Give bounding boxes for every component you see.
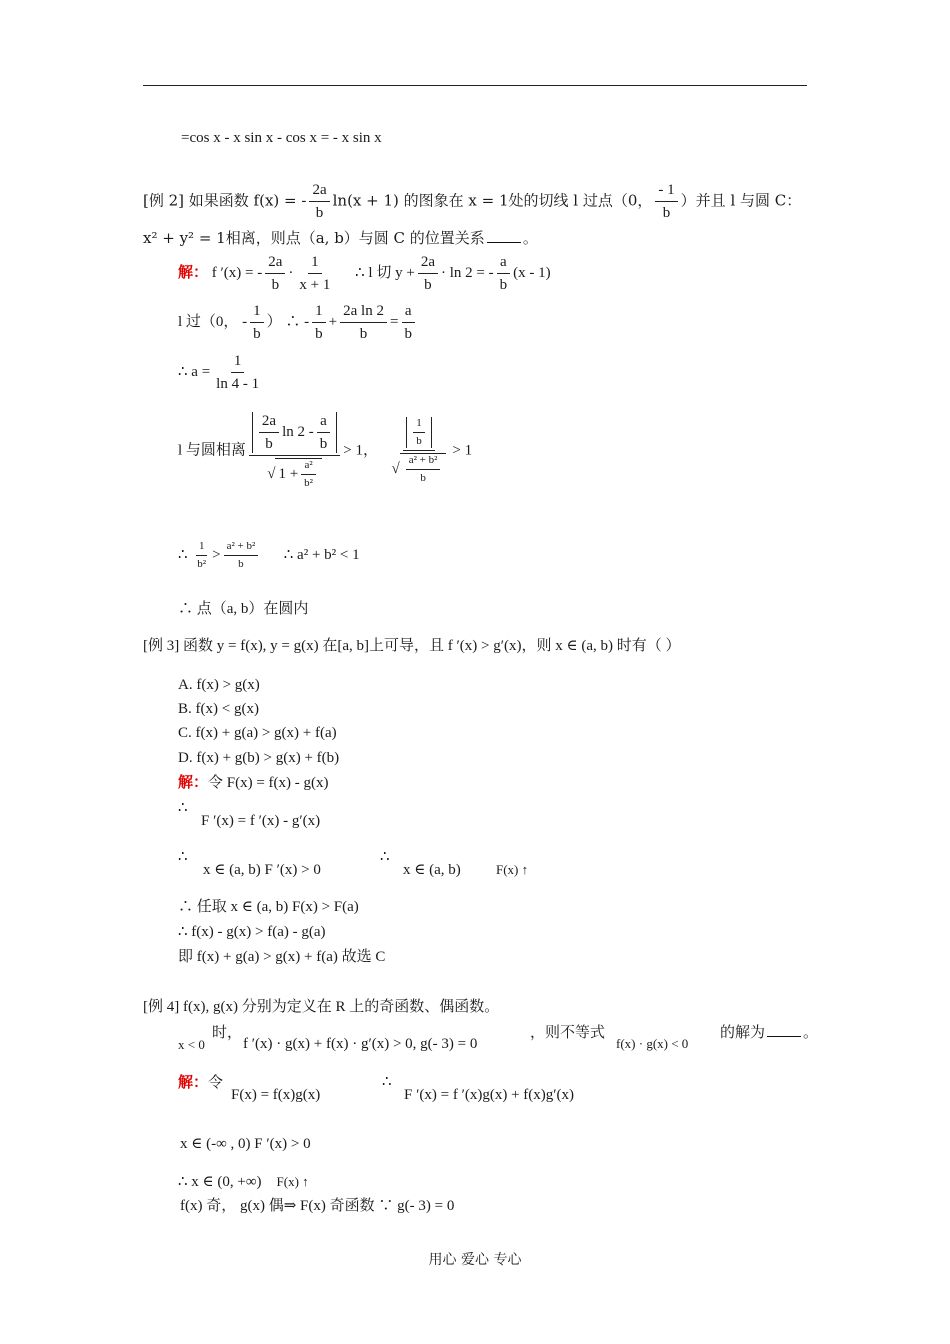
numerator: 1 bbox=[231, 352, 245, 373]
solution-step-1 bbox=[178, 253, 551, 294]
numerator: 1 bbox=[308, 253, 322, 274]
plus: + bbox=[328, 313, 338, 330]
answer-blank bbox=[767, 1024, 801, 1037]
fraction bbox=[497, 253, 511, 294]
one-plus: 1 + bbox=[278, 466, 299, 483]
numerator bbox=[249, 412, 340, 456]
solution-step-4 bbox=[178, 412, 472, 490]
denominator: b bbox=[499, 277, 508, 293]
numerator: 2a bbox=[418, 253, 438, 274]
example-4-statement: [例 4] f(x), g(x) 分别为定义在 R 上的奇函数、偶函数。 bbox=[143, 999, 500, 1015]
example-2-line-2 bbox=[143, 229, 538, 247]
solution-step-3 bbox=[178, 352, 265, 393]
example-3-solution-5: ∴ f(x) - g(x) > f(a) - g(a) bbox=[178, 924, 326, 940]
solution-label: 解： bbox=[178, 1075, 209, 1091]
numerator: 1 bbox=[413, 417, 425, 433]
example-4-solution-1a bbox=[178, 1074, 223, 1092]
numerator: a² + b² bbox=[224, 540, 259, 556]
numerator: a² bbox=[301, 459, 315, 475]
denominator: √ $\frac{\text{a² + b²}}{b}$ bbox=[388, 451, 449, 485]
numerator: 2a ln 2 bbox=[340, 302, 387, 323]
period: 。 bbox=[522, 229, 538, 247]
example-3-solution-2b: F ′(x) = f ′(x) - g′(x) bbox=[201, 813, 321, 829]
fraction bbox=[224, 540, 259, 571]
fraction bbox=[213, 352, 262, 393]
derivative-expr: f ′(x) = - bbox=[211, 264, 263, 281]
fraction bbox=[418, 253, 438, 294]
example-2-middle: ln(x + 1) 的图象在 x = 1处的切线 l 过点（0， bbox=[332, 191, 653, 210]
let: 令 bbox=[208, 1075, 224, 1091]
greater-than: > bbox=[212, 547, 221, 564]
fraction bbox=[312, 302, 326, 343]
denominator: b² bbox=[304, 477, 313, 490]
greater-than-1: > 1 bbox=[452, 442, 473, 459]
denominator: √ 1 + $\frac{\text{a²}}{\text{b²}}$ bbox=[264, 456, 325, 490]
inequality-conclusion: ∴ a² + b² < 1 bbox=[283, 547, 360, 564]
denominator: b bbox=[404, 326, 412, 342]
separation-label: l 与圆相离 bbox=[178, 442, 246, 459]
denominator: ln 4 - 1 bbox=[216, 376, 260, 392]
example-4-condition: f ′(x) · g(x) + f(x) · g′(x) > 0, g(- 3) = 0 bbox=[243, 1036, 478, 1052]
numerator: 2a bbox=[265, 253, 285, 274]
denominator: b bbox=[416, 435, 422, 447]
example-3-solution-3e: F(x) ↑ bbox=[496, 862, 529, 877]
therefore: ∴ bbox=[178, 547, 188, 564]
line-passes-point: l 过（0， - bbox=[178, 313, 248, 330]
fraction bbox=[194, 540, 209, 571]
denominator: b² bbox=[197, 558, 207, 571]
example-4-answer bbox=[720, 1024, 818, 1042]
example-3-solution-2a: ∴ bbox=[178, 800, 188, 816]
numerator: 2a bbox=[259, 412, 279, 433]
define-F: 令 F(x) = f(x) - g(x) bbox=[208, 775, 329, 791]
example-4-solution-2: x ∈ (-∞ , 0) F ′(x) > 0 bbox=[180, 1136, 311, 1152]
example-4-inequality: f(x) · g(x) < 0 bbox=[616, 1036, 689, 1051]
ln-term: ln 2 - bbox=[282, 423, 314, 440]
option-d: D. f(x) + g(b) > g(x) + f(b) bbox=[178, 750, 340, 766]
example-2-condition: x² + y² = 1相离，则点（a, b）与圆 C 的位置关系 bbox=[143, 229, 485, 247]
period: 。 bbox=[803, 1025, 819, 1041]
example-3-solution-3a: ∴ bbox=[178, 849, 188, 865]
dot: · bbox=[288, 264, 294, 281]
example-4-solution-1d: F ′(x) = f ′(x)g(x) + f(x)g′(x) bbox=[404, 1087, 575, 1103]
solution-step-5 bbox=[178, 540, 360, 571]
numerator: 2a bbox=[309, 181, 329, 202]
tangent-expr-3: (x - 1) bbox=[513, 264, 551, 281]
option-b: B. f(x) < g(x) bbox=[178, 701, 259, 717]
numerator bbox=[403, 417, 435, 451]
denominator: b bbox=[265, 436, 273, 452]
denominator: b bbox=[662, 205, 671, 221]
header-rule bbox=[143, 85, 807, 86]
fraction bbox=[265, 253, 285, 294]
numerator: 1 bbox=[250, 302, 264, 323]
interval: ∴ x ∈ (0, +∞) bbox=[178, 1174, 262, 1190]
tangent-expr: ∴ l 切 y + bbox=[355, 264, 415, 281]
fraction bbox=[401, 302, 415, 343]
fraction-2a-over-b bbox=[309, 181, 329, 222]
denominator: b bbox=[315, 326, 323, 342]
example-4-solution-1b: F(x) = f(x)g(x) bbox=[231, 1087, 321, 1103]
greater-than-1: > 1， bbox=[343, 442, 378, 459]
example-4-solution-4: f(x) 奇， g(x) 偶⇒ F(x) 奇函数 ∵ g(- 3) = 0 bbox=[180, 1198, 455, 1214]
example-4-solution-1c: ∴ bbox=[382, 1074, 392, 1090]
page-footer: 用心 爱心 专心 bbox=[428, 1252, 522, 1268]
option-a: A. f(x) > g(x) bbox=[178, 677, 260, 693]
example-2-tail: ）并且 l 与圆 C： bbox=[680, 191, 802, 210]
example-3-solution-3d: x ∈ (a, b) bbox=[403, 862, 461, 878]
example-4-shi: 时， bbox=[212, 1025, 243, 1041]
example-2-statement bbox=[143, 181, 801, 222]
numerator: a bbox=[497, 253, 510, 274]
numerator: a² + b² bbox=[406, 454, 441, 470]
distance-fraction-1 bbox=[249, 412, 340, 490]
example-4-then: ，则不等式 bbox=[530, 1025, 606, 1041]
increasing: F(x) ↑ bbox=[276, 1174, 309, 1189]
denominator: b bbox=[359, 326, 368, 342]
numerator: a bbox=[317, 412, 330, 433]
denominator: b bbox=[315, 205, 324, 221]
solution-label: 解： bbox=[178, 775, 209, 791]
fraction bbox=[296, 253, 333, 294]
solution-step-6: ∴ 点（a, b）在圆内 bbox=[178, 601, 309, 617]
example-2-head: [例 2] 如果函数 f(x) = - bbox=[143, 191, 307, 210]
therefore: ） ∴ - bbox=[266, 313, 310, 330]
denominator: b bbox=[253, 326, 261, 342]
numerator: a bbox=[402, 302, 415, 323]
numerator: 1 bbox=[312, 302, 326, 323]
fraction bbox=[250, 302, 264, 343]
continued-equation: =cos x - x sin x - cos x = - x sin x bbox=[181, 130, 382, 146]
equals: = bbox=[389, 313, 399, 330]
denominator: b bbox=[238, 558, 244, 571]
distance-fraction-2 bbox=[388, 417, 449, 486]
option-c: C. f(x) + g(a) > g(x) + f(a) bbox=[178, 725, 337, 741]
example-3-solution-4: ∴ 任取 x ∈ (a, b) F(x) > F(a) bbox=[178, 899, 359, 915]
example-3-solution-6: 即 f(x) + g(a) > g(x) + f(a) 故选 C bbox=[178, 949, 386, 965]
denominator: b bbox=[319, 436, 328, 452]
fraction bbox=[340, 302, 387, 343]
example-4-cond-x: x < 0 bbox=[178, 1037, 205, 1052]
example-3-solution-1 bbox=[178, 774, 329, 792]
denominator: b bbox=[424, 277, 432, 293]
solution-label: 解： bbox=[178, 264, 209, 281]
numerator: - 1 bbox=[655, 181, 677, 202]
denominator: x + 1 bbox=[299, 277, 331, 293]
example-3-solution-3b: x ∈ (a, b) F ′(x) > 0 bbox=[203, 862, 321, 878]
tangent-expr-2: · ln 2 = - bbox=[440, 264, 494, 281]
denominator: b bbox=[420, 472, 426, 485]
solution-step-2 bbox=[178, 302, 418, 343]
example-3-statement: [例 3] 函数 y = f(x), y = g(x) 在[a, b]上可导，且 f ′(x) > g′(x)，则 x ∈ (a, b) 时有（ ） bbox=[143, 638, 681, 654]
answer-blank bbox=[487, 230, 521, 243]
numerator: 1 bbox=[196, 540, 208, 556]
example-3-solution-3c: ∴ bbox=[380, 849, 390, 865]
example-4-solution-3 bbox=[178, 1173, 309, 1191]
denominator: b bbox=[271, 277, 280, 293]
fraction-neg1-over-b bbox=[655, 181, 677, 222]
a-equals: ∴ a = bbox=[178, 363, 211, 380]
solution-is: 的解为 bbox=[720, 1025, 766, 1041]
